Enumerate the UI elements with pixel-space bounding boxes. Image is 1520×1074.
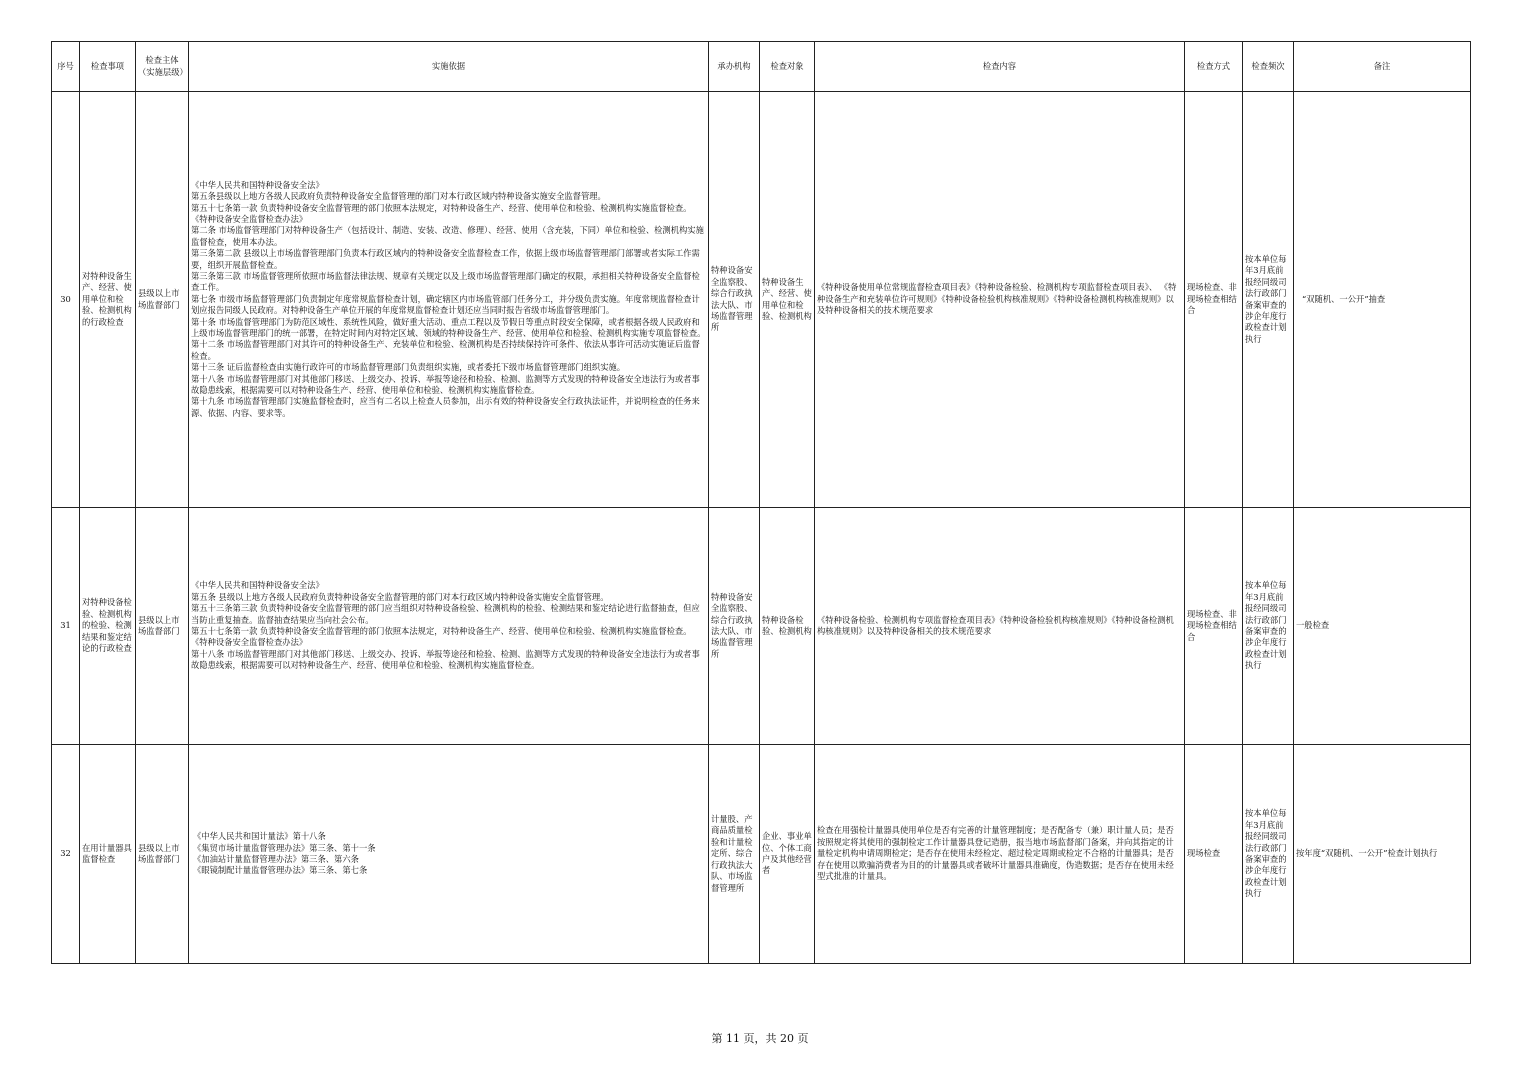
cell-basis: 《中华人民共和国计量法》第十八条 《集贸市场计量监督管理办法》第三条、第十一条 《加油站计量监督管理办法》第三条、第六条 《眼镜制配计量监督管理办法》第三条、第七条 [189,745,709,964]
header-target: 检查对象 [760,42,815,92]
cell-seq: 32 [52,745,80,964]
cell-method: 现场检查 [1185,745,1243,964]
cell-subject: 县级以上市场监督部门 [136,508,189,745]
table-row [52,745,1471,964]
inspection-table [51,41,1471,964]
header-content: 检查内容 [815,42,1185,92]
page-number: 第 11 页，共 20 页 [711,1032,809,1045]
cell-basis: 《中华人民共和国特种设备安全法》 第五条县级以上地方各级人民政府负责特种设备安全监督管理的部门对本行政区域内特种设备实施安全监督管理。 第五十七条第一款 负责特种设备安全监督管理的部门依照本法规定，对特种设备生产、经营、使用单位和检验、检测机构实施监督检查。 《特种设备安全监督检查办法》 第二条 市场监督管理部门对特种设备生产（包括设计、制造、安装、改造、修理）、经营、使用（含充装，下同）单位和检验、检测机构实施监督检查，使用本办法。 第三条第二款 县级以上市场监督管理部门负责本行政区域内的特种设备安全监督检查工作，依据上级市场监督管理部门部署或者实际工作需要，组织开展监督检查。 第三条第三款 市场监督管理所依照市场监督法律法规、规章有关规定以及上级市场监督管理部门确定的权限，承担相关特种设备安全监督检查工作。 第七条 市级市场监督管理部门负责制定年度常规监督检查计划，确定辖区内市场监管部门任务分工，并分级负责实施。年度常规监督检查计划应报告同级人民政府。对特种设备生产单位开展的年度常规监督检查计划还应当同时报告省级市场监督管理部门。 第十条 市场监督管理部门为防范区域性、系统性风险，做好重大活动、重点工程以及节假日等重点时段安全保障，或者根据各级人民政府和上级市场监督管理部门的统一部署，在特定时间内对特定区域、领域的特种设备生产、经营、使用单位和检验、检测机构实施专项监督检查。 第十二条 市场监督管理部门对其许可的特种设备生产、充装单位和检验、检测机构是否持续保持许可条件、依法从事许可活动实施证后监督检查。 第十三条 证后监督检查由实施行政许可的市场监督管理部门负责组织实施，或者委托下级市场监督管理部门组织实施。 第十八条 市场监督管理部门对其他部门移送、上级交办、投诉、举报等途径和检验、检测、监测等方式发现的特种设备安全违法行为或者事故隐患线索，根据需要可以对特种设备生产、经营、使用单位和检验、检测机构实施监督检查。 第十九条 市场监督管理部门实施监督检查时，应当有二名以上检查人员参加，出示有效的特种设备安全行政执法证件，并说明检查的任务来源、依据、内容、要求等。 [189,92,709,508]
cell-item: 在用计量器具监督检查 [80,745,136,964]
cell-method: 现场检查、非现场检查相结合 [1185,92,1243,508]
cell-target: 特种设备检验、检测机构 [760,508,815,745]
header-remark: 备注 [1294,42,1471,92]
table-row [52,508,1471,745]
cell-frequency: 按本单位每年3月底前报经同级司法行政部门备案审查的涉企年度行政检查计划执行 [1243,508,1294,745]
header-org: 承办机构 [709,42,760,92]
cell-frequency: 按本单位每年3月底前报经同级司法行政部门备案审查的涉企年度行政检查计划执行 [1243,745,1294,964]
cell-subject: 县级以上市场监督部门 [136,745,189,964]
cell-subject: 县级以上市场监督部门 [136,92,189,508]
cell-content: 《特种设备检验、检测机构专项监督检查项目表》《特种设备检验机构核准规则》《特种设备检测机构核准规则》以及特种设备相关的技术规范要求 [815,508,1185,745]
table-row [52,92,1471,508]
cell-target: 企业、事业单位、个体工商户及其他经营者 [760,745,815,964]
cell-frequency: 按本单位每年3月底前报经同级司法行政部门备案审查的涉企年度行政检查计划执行 [1243,92,1294,508]
cell-target: 特种设备生产、经营、使用单位和检验、检测机构 [760,92,815,508]
header-row [52,42,1471,92]
cell-remark: “双随机、一公开”抽查 [1294,92,1471,508]
header-subject: 检查主体（实施层级） [136,42,189,92]
cell-basis: 《中华人民共和国特种设备安全法》 第五条 县级以上地方各级人民政府负责特种设备安全监督管理的部门对本行政区域内特种设备实施安全监督管理。 第五十三条第三款 负责特种设备安全监督管理的部门应当组织对特种设备检验、检测机构的检验、检测结果和鉴定结论进行监督抽查，但应当防止重复抽查。监督抽查结果应当向社会公布。 第五十七条第一款 负责特种设备安全监督管理的部门依照本法规定，对特种设备生产、经营、使用单位和检验、检测机构实施监督检查。 《特种设备安全监督检查办法》 第十八条 市场监督管理部门对其他部门移送、上级交办、投诉、举报等途径和检验、检测、监测等方式发现的特种设备安全违法行为或者事故隐患线索，根据需要可以对特种设备生产、经营、使用单位和检验、检测机构实施监督检查。 [189,508,709,745]
cell-remark: 按年度“双随机、一公开”检查计划执行 [1294,745,1471,964]
cell-remark: 一般检查 [1294,508,1471,745]
header-method: 检查方式 [1185,42,1243,92]
cell-org: 特种设备安全监察股、综合行政执法大队、市场监督管理所 [709,508,760,745]
cell-content: 《特种设备使用单位常规监督检查项目表》《特种设备检验、检测机构专项监督检查项目表》、 《特种设备生产和充装单位许可规则》《特种设备检验机构核准规则》《特种设备检测机构核准规则》以及特种设备相关的技术规范要求 [815,92,1185,508]
cell-org: 特种设备安全监察股、综合行政执法大队、市场监督管理所 [709,92,760,508]
cell-method: 现场检查、非现场检查相结合 [1185,508,1243,745]
header-seq: 序号 [52,42,80,92]
cell-content: 检查在用强检计量器具使用单位是否有完善的计量管理制度；是否配备专（兼）职计量人员；是否按照规定将其使用的强制检定工作计量器具登记造册，报当地市场监督部门备案，并向其指定的计量检定机构申请周期检定；是否存在使用未经检定、超过检定周期或检定不合格的计量器具；是否存在使用以欺骗消费者为目的的计量器具或者破坏计量器具准确度，伪造数据；是否存在使用未经型式批准的计量具。 [815,745,1185,964]
header-basis: 实施依据 [189,42,709,92]
cell-item: 对特种设备生产、经营、使用单位和检验、检测机构的行政检查 [80,92,136,508]
header-item: 检查事项 [80,42,136,92]
cell-item: 对特种设备检验、检测机构的检验、检测结果和鉴定结论的行政检查 [80,508,136,745]
header-frequency: 检查频次 [1243,42,1294,92]
cell-org: 计量股、产商品质量检验和计量检定所、综合行政执法大队、市场监督管理所 [709,745,760,964]
cell-seq: 31 [52,508,80,745]
cell-seq: 30 [52,92,80,508]
